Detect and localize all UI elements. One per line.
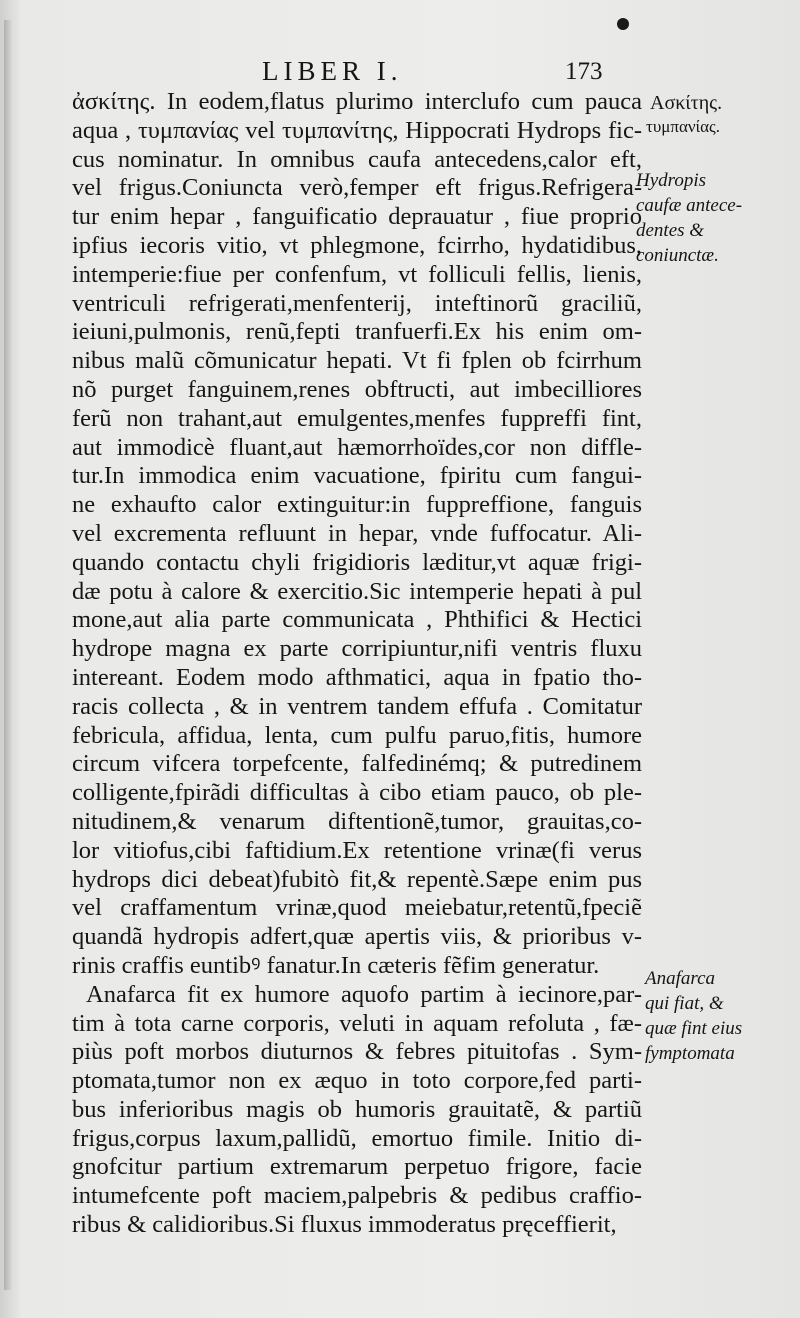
text-line: ptomata,tumor non ex æquo in toto corpore,fed parti- [72,1067,642,1095]
text-line: ne exhaufto calor extinguitur:in fuppreffione, fanguis [72,491,642,519]
ink-dot [617,18,629,30]
marginal-note-line: coniunctæ. [636,245,719,266]
text-line: ipfius iecoris vitio, vt phlegmone, fcirrho, hydatidibus, [72,231,642,259]
marginal-note-line: Ασκίτης. [650,92,723,114]
text-line: aut immodicè fluant,aut hæmorrhoïdes,cor non diffle- [72,433,642,461]
text-line: tur enim hepar , fanguificatio deprauatur , fiue proprio [72,203,642,231]
text-line: nitudinem,& venarum diftentionẽ,tumor, grauitas,co- [72,807,642,835]
running-head: LIBER I. [262,56,403,86]
text-line: mone,aut alia parte communicata , Phthifici & Hectici [72,606,642,634]
text-line: lor vitiofus,cibi faftidium.Ex retentione vrinæ(fi verus [72,836,642,864]
page-number: 173 [565,58,603,85]
marginal-note-line: quæ fint eius [645,1018,743,1039]
text-line: ieiuni,pulmonis, renũ,fepti tranfuerfi.Ex his enim om- [72,318,642,346]
marginal-note-line: τυμπανίας. [646,117,721,136]
text-line: nibus malũ cõmunicatur hepati. Vt fi fplen ob fcirrhum [72,347,642,375]
text-line: frigus,corpus laxum,pallidũ, emortuo fimile. Initio di- [72,1124,642,1152]
text-line: piùs poft morbos diuturnos & febres pituitofas . Sym- [72,1038,642,1066]
text-line: tim à tota carne corporis, veluti in aquam refoluta , fæ- [72,1009,642,1037]
marginal-note-ascites [650,91,722,116]
text-line: colligente,fpirãdi difficultas à cibo etiam pauco, ob ple- [72,779,642,807]
marginal-note-line: qui fiat, & [645,993,724,1014]
marginal-note-line: dentes & [636,220,705,241]
text-line: intemperie:fiue per confenfum, vt folliculi fellis, lienis, [72,260,642,288]
text-line: rinis craffis euntibꝰ fanatur.In cæteris fẽfim generatur. [72,951,600,979]
text-line: vel frigus.Coniuncta verò,femper eft frigus.Refrigera- [72,174,642,202]
text-line: aqua , τυμπανίας vel τυμπανίτης, Hippocrati Hydrops fic- [72,116,642,144]
page-gutter-shadow [4,20,12,1290]
text-line: hydrope magna ex parte corripiuntur,nifi ventris fluxu [72,635,642,663]
text-line: vel excrementa refluunt in hepar, vnde fuffocatur. Ali- [72,519,642,547]
text-line: tur.In immodica enim vacuatione, fpiritu cum fangui- [72,462,642,490]
text-line: bus inferioribus magis ob humoris grauitatẽ, & partiũ [72,1095,642,1123]
text-line: gnofcitur partium extremarum perpetuo frigore, facie [72,1153,642,1181]
marginal-note-anasarca [645,966,742,1066]
paragraph-anasarca [72,981,642,1240]
marginal-note-line: caufæ antece- [636,195,743,216]
paragraph-hydrops [72,88,642,981]
text-line: ferũ non trahant,aut emulgentes,menfes fuppreffi fint, [72,404,642,432]
marginal-note-line: fymptomata [645,1043,735,1064]
text-line: cus nominatur. In omnibus caufa antecedens,calor eft, [72,145,642,173]
text-line: intumefcente poft maciem,palpebris & pedibus craffio- [72,1182,642,1210]
marginal-note-tympanias [646,114,720,139]
text-line: ribus & calidioribus.Si fluxus immoderatus pręceffierit, [72,1211,617,1239]
text-line: dæ potu à calore & exercitio.Sic intemperie hepati à pul [72,577,642,605]
text-line: ἀσκίτης. In eodem,flatus plurimo interclufo cum pauca [72,88,642,115]
text-line: circum vifcera torpefcente, falfedinémq; & putredinem [72,750,642,778]
text-line: febricula, affidua, lenta, cum pulfu paruo,fitis, humore [72,721,642,749]
text-line: hydrops dici debeat)fubitò fit,& repentè.Sæpe enim pus [72,865,642,893]
text-line: Anafarca fit ex humore aquofo partim à iecinore,par- [86,980,642,1008]
text-line: quando contactu chyli frigidioris læditur,vt aquæ frigi- [72,548,642,576]
text-line: ventriculi refrigerati,menfenterij, inteftinorũ graciliũ, [72,289,642,317]
marginal-note-line: Anafarca [645,968,716,989]
main-text [72,88,642,1240]
text-line: nõ purget fanguinem,renes obftructi, aut imbecilliores [72,375,642,403]
text-line: quandã hydropis adfert,quæ apertis viis, & prioribus v- [72,923,642,951]
text-line: vel craffamentum vrinæ,quod meiebatur,retentũ,fpeciẽ [72,894,642,922]
text-line: intereant. Eodem modo afthmatici, aqua in fpatio tho- [72,663,642,691]
marginal-note-hydrops-causes [636,168,742,268]
marginal-note-line: Hydropis [636,170,707,191]
text-line: racis collecta , & in ventrem tandem effufa . Comitatur [72,692,642,720]
